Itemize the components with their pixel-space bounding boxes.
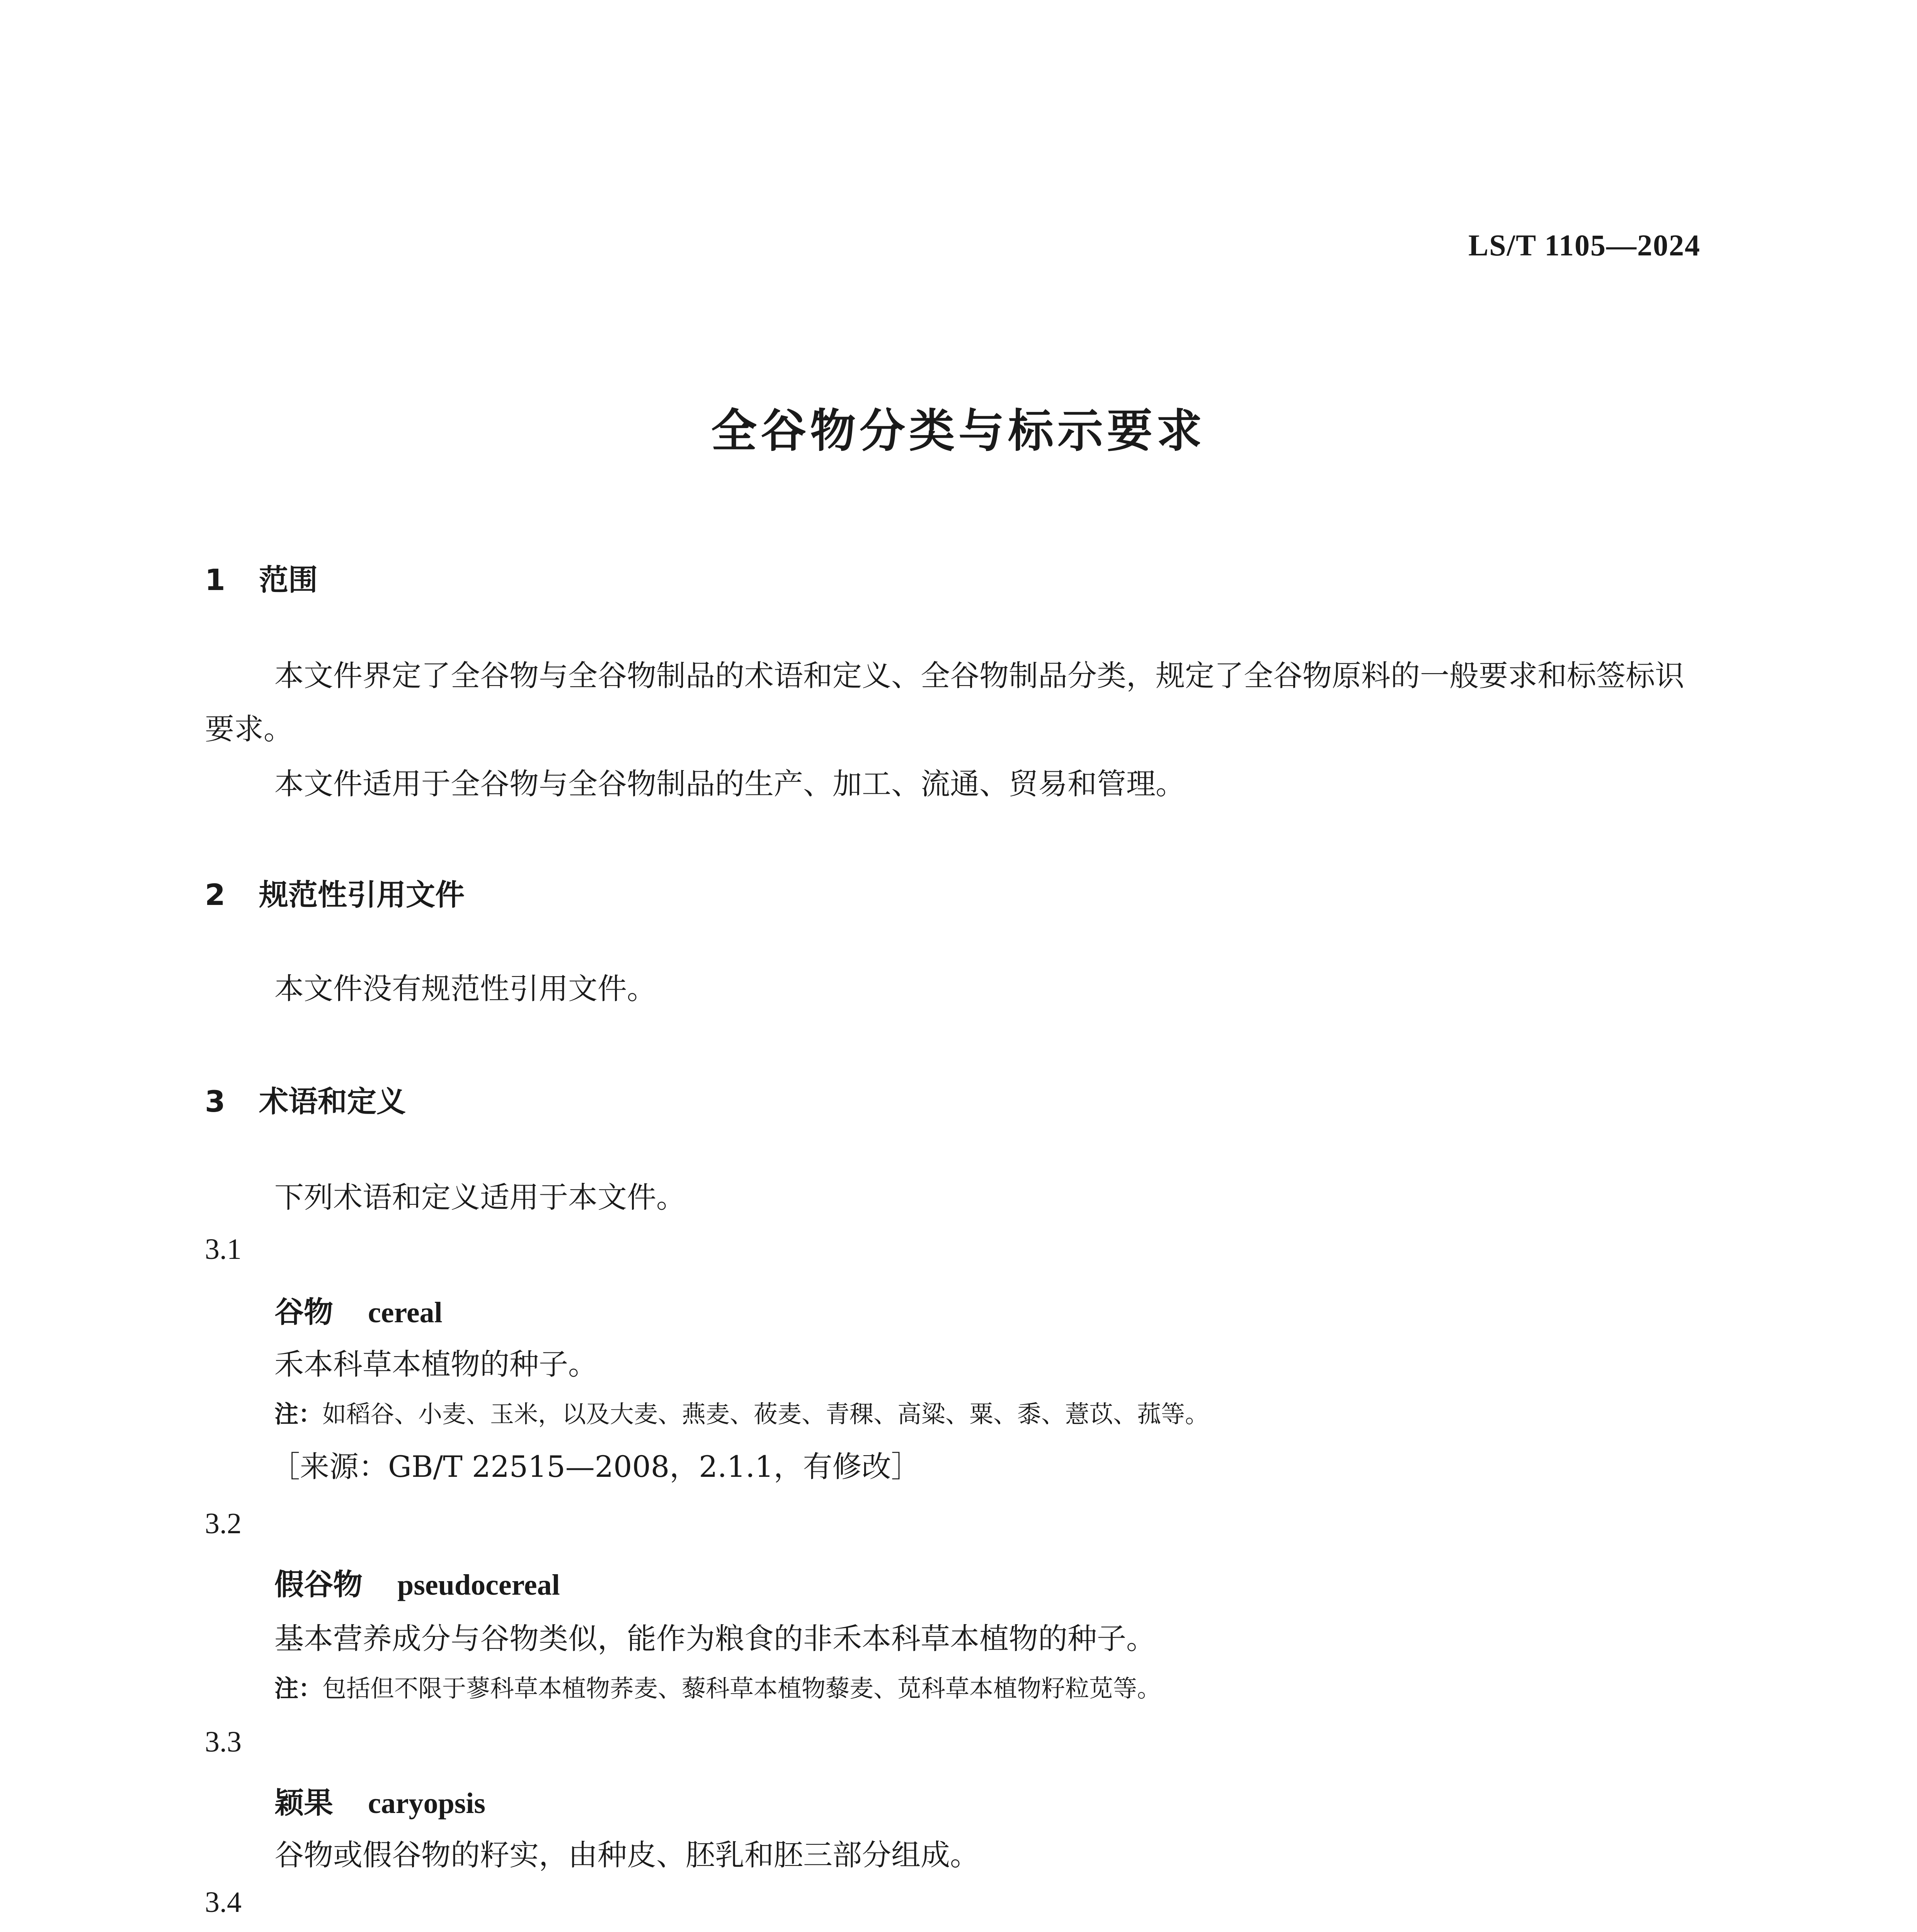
section-number: 3	[205, 1084, 225, 1119]
section-number: 2	[205, 878, 225, 912]
section-2-heading	[205, 871, 465, 913]
term-definition: 谷物或假谷物的籽实，由种皮、胚乳和胚三部分组成。	[274, 1838, 979, 1872]
section-number: 1	[205, 563, 225, 597]
term-en: cereal	[368, 1296, 443, 1329]
term-heading	[274, 1561, 560, 1603]
section-1-paragraph-1: 本文件界定了全谷物与全谷物制品的术语和定义、全谷物制品分类，规定了全谷物原料的一般要求和标签标识要求。	[205, 658, 1684, 746]
term-definition: 禾本科草本植物的种子。	[274, 1347, 598, 1381]
term-note	[274, 1669, 1161, 1704]
term-number: 3.4	[205, 1886, 242, 1918]
note-label: 注：	[274, 1400, 323, 1428]
standard-code: LS/T 1105—2024	[1468, 228, 1701, 262]
section-1-heading	[205, 556, 318, 599]
note-text: 如稻谷、小麦、玉米，以及大麦、燕麦、莜麦、青稞、高粱、粟、黍、薏苡、菰等。	[322, 1400, 1209, 1428]
document-title: 全谷物分类与标示要求	[711, 404, 1206, 457]
term-number: 3.1	[205, 1233, 242, 1265]
term-en: pseudocereal	[397, 1569, 560, 1601]
term-heading	[274, 1779, 485, 1821]
section-1-paragraph-2: 本文件适用于全谷物与全谷物制品的生产、加工、流通、贸易和管理。	[274, 767, 1185, 801]
section-3-paragraph-1: 下列术语和定义适用于本文件。	[274, 1180, 686, 1214]
note-label: 注：	[274, 1674, 323, 1702]
term-zh: 谷物	[274, 1295, 333, 1329]
section-3-heading	[205, 1078, 406, 1120]
term-heading	[274, 1289, 443, 1331]
term-en: caryopsis	[368, 1787, 485, 1820]
section-title: 规范性引用文件	[259, 878, 465, 912]
term-definition: 基本营养成分与谷物类似，能作为粮食的非禾本科草本植物的种子。	[274, 1621, 1156, 1656]
section-2-paragraph-1: 本文件没有规范性引用文件。	[274, 971, 656, 1006]
term-number: 3.2	[205, 1507, 242, 1540]
section-title: 术语和定义	[259, 1084, 406, 1119]
term-number: 3.3	[205, 1726, 242, 1758]
note-text: 包括但不限于蓼科草本植物荞麦、藜科草本植物藜麦、苋科草本植物籽粒苋等。	[322, 1674, 1161, 1702]
section-title: 范围	[259, 563, 318, 597]
term-source: ［来源：GB/T 22515—2008，2.1.1，有修改］	[271, 1449, 921, 1484]
term-zh: 假谷物	[274, 1567, 363, 1602]
term-zh: 颖果	[274, 1786, 333, 1820]
term-note	[274, 1395, 1209, 1429]
